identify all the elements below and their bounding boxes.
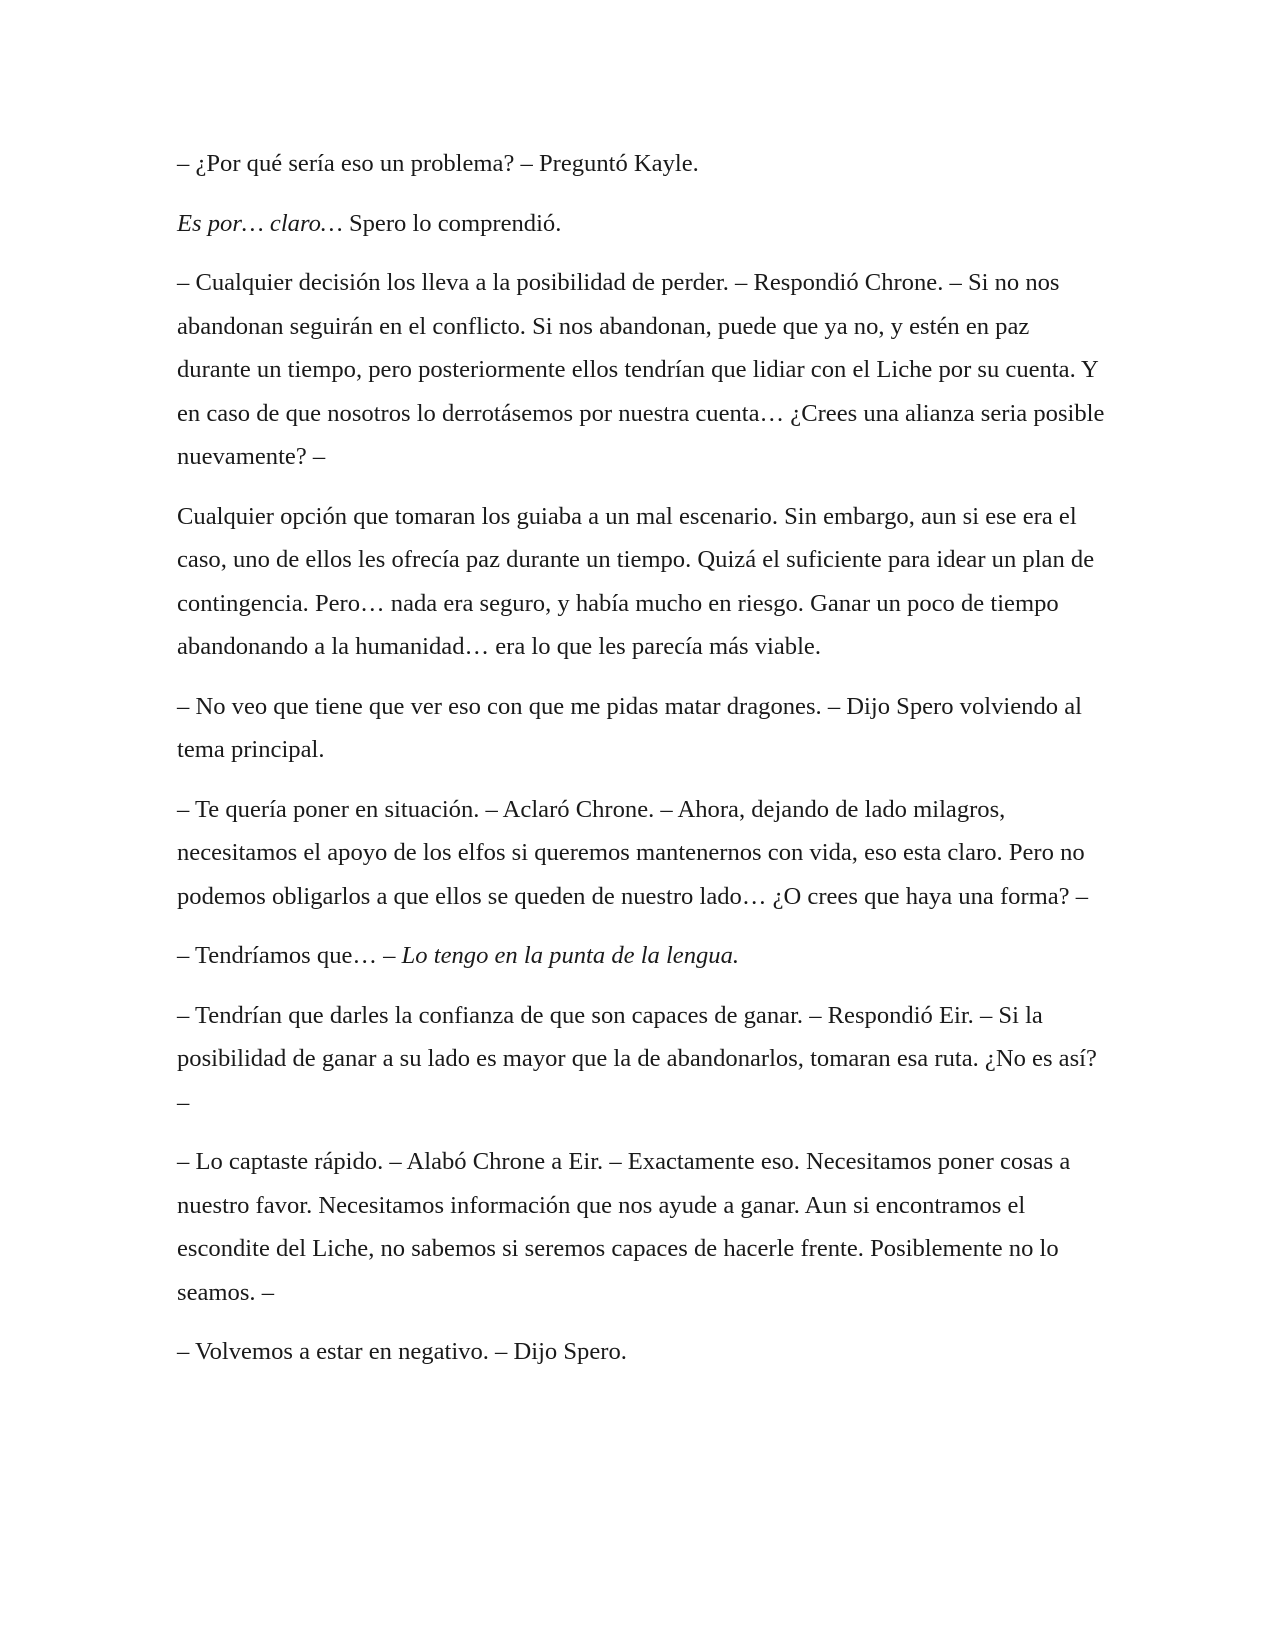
paragraph-text: – ¿Por qué sería eso un problema? – Preguntó Kayle. xyxy=(177,150,699,177)
paragraph xyxy=(177,994,1107,1125)
paragraph-text: – Cualquier decisión los lleva a la posibilidad de perder. – Respondió Chrone. – Si no nos abandonan seguirán en el conflicto. Si nos abandonan, puede que ya no, y estén en paz durante un tiempo, pero posteriormente ellos tendrían que lidiar con el Liche por su cuenta. Y en caso de que nosotros lo derrotásemos por nuestra cuenta… ¿Crees una alianza seria posible nuevamente? – xyxy=(177,269,1105,470)
paragraph xyxy=(177,788,1107,919)
italic-thought: Lo tengo en la punta de la lengua. xyxy=(401,942,740,969)
paragraph xyxy=(177,685,1107,772)
paragraph-text: Cualquier opción que tomaran los guiaba a un mal escenario. Sin embargo, aun si ese era el caso, uno de ellos les ofrecía paz durante un tiempo. Quizá el suficiente para idear un plan de contingencia. Pero… nada era seguro, y había mucho en riesgo. Ganar un poco de tiempo abandonando a la humanidad… era lo que les parecía más viable. xyxy=(177,502,1095,660)
body-text xyxy=(177,142,1107,1390)
paragraph-text: – Tendrían que darles la confianza de que son capaces de ganar. – Respondió Eir. – Si la posibilidad de ganar a su lado es mayor que la de abandonarlos, tomaran esa ruta. ¿No es así? – xyxy=(177,1001,1097,1116)
paragraph-text: – Tendríamos que… – xyxy=(177,942,402,969)
paragraph xyxy=(177,202,1107,246)
paragraph xyxy=(177,261,1107,479)
paragraph-text: – Lo captaste rápido. – Alabó Chrone a Eir. – Exactamente eso. Necesitamos poner cosas a nuestro favor. Necesitamos información que nos ayude a ganar. Aun si encontramos el escondite del Liche, no sabemos si seremos capaces de hacerle frente. Posiblemente no lo seamos. – xyxy=(177,1148,1071,1306)
paragraph xyxy=(177,142,1107,186)
paragraph-text: – No veo que tiene que ver eso con que me pidas matar dragones. – Dijo Spero volviendo al tema principal. xyxy=(177,692,1082,763)
paragraph xyxy=(177,934,1107,978)
paragraph xyxy=(177,1140,1107,1314)
paragraph xyxy=(177,495,1107,669)
paragraph-text: Spero lo comprendió. xyxy=(342,209,562,237)
italic-thought: Es por… claro… xyxy=(177,209,343,237)
paragraph-text: – Te quería poner en situación. – Aclaró Chrone. – Ahora, dejando de lado milagros, necesitamos el apoyo de los elfos si queremos mantenernos con vida, eso esta claro. Pero no podemos obligarlos a que ellos se queden de nuestro lado… ¿O crees que haya una forma? – xyxy=(177,795,1089,910)
paragraph-text: – Volvemos a estar en negativo. – Dijo Spero. xyxy=(177,1338,627,1365)
paragraph xyxy=(177,1330,1107,1374)
